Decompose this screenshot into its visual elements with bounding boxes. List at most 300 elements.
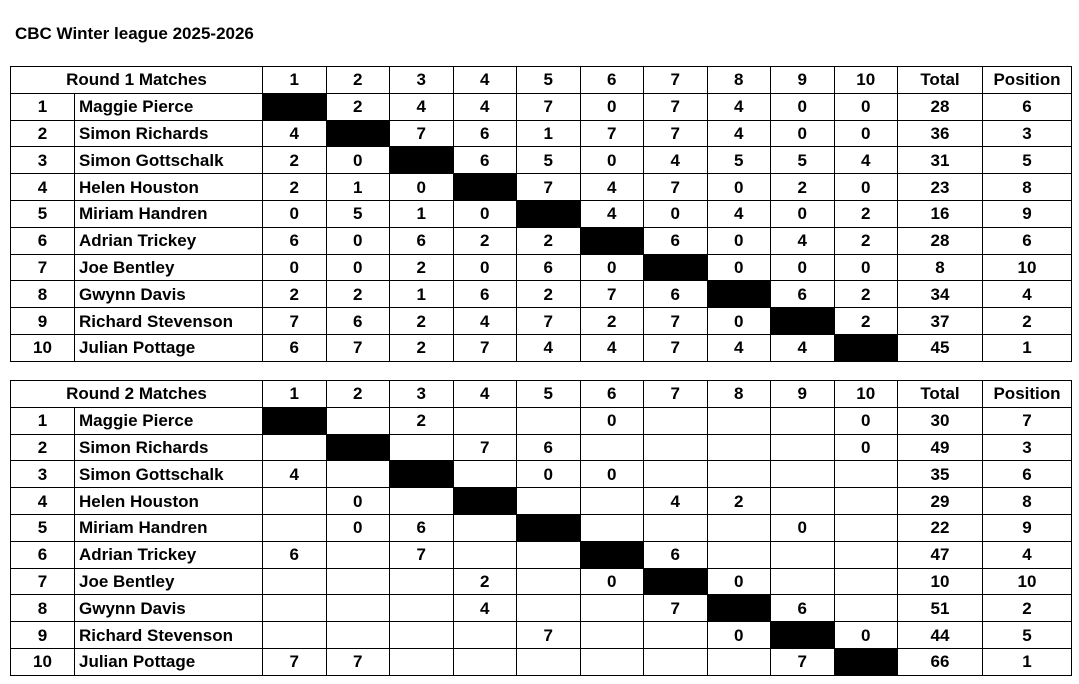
position-cell: 2 [983,595,1072,622]
score-cell: 2 [834,308,898,335]
score-cell [390,648,454,675]
score-cell: 2 [707,488,771,515]
score-cell: 2 [834,227,898,254]
score-cell: 7 [263,648,327,675]
score-cell: 0 [390,174,454,201]
score-cell [326,568,390,595]
score-cell: 0 [834,407,898,434]
score-cell [707,648,771,675]
score-cell: 0 [580,147,644,174]
score-cell [580,595,644,622]
score-cell [517,488,581,515]
score-cell: 4 [644,147,708,174]
score-cell [644,514,708,541]
position-cell: 3 [983,434,1072,461]
table-row [11,514,1072,541]
table-row [11,595,1072,622]
score-cell [326,622,390,649]
score-cell: 7 [326,334,390,361]
score-cell [517,595,581,622]
score-cell: 0 [453,254,517,281]
total-cell: 47 [898,541,983,568]
self-match-blackout [644,568,708,595]
total-cell: 22 [898,514,983,541]
column-header: 2 [326,67,390,94]
player-name: Adrian Trickey [75,541,263,568]
total-cell: 28 [898,227,983,254]
score-cell: 0 [771,93,835,120]
self-match-blackout [771,622,835,649]
score-cell: 0 [834,434,898,461]
score-cell [834,514,898,541]
score-cell: 7 [517,93,581,120]
score-cell: 4 [707,93,771,120]
position-cell: 6 [983,227,1072,254]
score-cell: 4 [580,334,644,361]
score-cell: 4 [453,595,517,622]
score-cell: 0 [834,93,898,120]
total-cell: 16 [898,200,983,227]
score-cell [644,434,708,461]
score-cell: 2 [580,308,644,335]
score-cell [453,407,517,434]
score-cell: 4 [517,334,581,361]
score-cell [390,568,454,595]
column-header: 4 [453,67,517,94]
score-cell: 0 [771,254,835,281]
score-cell [517,541,581,568]
player-name: Richard Stevenson [75,308,263,335]
self-match-blackout [644,254,708,281]
column-header: 7 [644,381,708,408]
self-match-blackout [517,514,581,541]
score-cell [707,541,771,568]
score-cell [707,407,771,434]
self-match-blackout [263,407,327,434]
total-header: Total [898,67,983,94]
position-cell: 7 [983,407,1072,434]
player-number: 1 [11,407,75,434]
score-cell: 4 [453,93,517,120]
score-cell [707,434,771,461]
column-header: 1 [263,67,327,94]
score-cell [263,514,327,541]
table-row [11,461,1072,488]
position-cell: 4 [983,541,1072,568]
column-header: 5 [517,67,581,94]
score-cell: 4 [580,174,644,201]
score-cell: 0 [580,254,644,281]
player-name: Miriam Handren [75,200,263,227]
table-row [11,174,1072,201]
score-cell: 4 [707,334,771,361]
score-cell: 0 [326,254,390,281]
score-cell [390,595,454,622]
score-cell: 7 [644,308,708,335]
score-cell [453,622,517,649]
score-cell: 0 [834,120,898,147]
score-cell: 7 [771,648,835,675]
score-cell: 6 [453,147,517,174]
score-cell [644,622,708,649]
table-row [11,254,1072,281]
column-header: 9 [771,67,835,94]
player-number: 9 [11,308,75,335]
position-cell: 6 [983,461,1072,488]
score-cell: 6 [771,595,835,622]
score-cell [390,488,454,515]
score-cell [644,648,708,675]
total-cell: 37 [898,308,983,335]
self-match-blackout [517,200,581,227]
score-cell: 0 [771,200,835,227]
score-cell: 1 [517,120,581,147]
player-number: 2 [11,434,75,461]
player-number: 5 [11,200,75,227]
total-cell: 29 [898,488,983,515]
score-cell: 7 [517,308,581,335]
player-number: 9 [11,622,75,649]
score-cell: 4 [453,308,517,335]
score-cell: 6 [390,514,454,541]
table-row [11,147,1072,174]
score-cell: 7 [580,120,644,147]
self-match-blackout [453,174,517,201]
score-cell: 6 [453,281,517,308]
round-2-table [10,380,1072,676]
column-header: 5 [517,381,581,408]
score-cell: 6 [263,334,327,361]
self-match-blackout [834,334,898,361]
total-cell: 28 [898,93,983,120]
total-cell: 44 [898,622,983,649]
score-cell [644,461,708,488]
position-cell: 9 [983,514,1072,541]
score-cell [580,648,644,675]
player-name: Gwynn Davis [75,595,263,622]
score-cell: 2 [390,254,454,281]
score-cell: 2 [517,281,581,308]
position-header: Position [983,381,1072,408]
score-cell: 0 [580,407,644,434]
score-cell: 6 [517,434,581,461]
score-cell [517,568,581,595]
table-row [11,434,1072,461]
table-row [11,334,1072,361]
score-cell [263,595,327,622]
score-cell [453,514,517,541]
position-cell: 10 [983,254,1072,281]
score-cell: 5 [517,147,581,174]
column-header: 9 [771,381,835,408]
score-cell: 7 [263,308,327,335]
position-cell: 3 [983,120,1072,147]
score-cell [580,488,644,515]
score-cell: 7 [580,281,644,308]
player-number: 6 [11,227,75,254]
player-name: Gwynn Davis [75,281,263,308]
score-cell: 2 [834,200,898,227]
score-cell [453,461,517,488]
score-cell: 2 [390,308,454,335]
score-cell [580,514,644,541]
self-match-blackout [326,434,390,461]
score-cell: 0 [263,254,327,281]
score-cell: 2 [390,407,454,434]
table-row [11,227,1072,254]
score-cell: 0 [771,514,835,541]
score-cell: 0 [707,227,771,254]
score-cell: 6 [771,281,835,308]
score-cell: 0 [580,461,644,488]
player-name: Joe Bentley [75,568,263,595]
score-cell: 0 [326,514,390,541]
position-cell: 6 [983,93,1072,120]
player-number: 8 [11,281,75,308]
score-cell: 4 [834,147,898,174]
score-cell [326,407,390,434]
score-cell: 0 [707,622,771,649]
score-cell [707,514,771,541]
score-cell: 7 [390,120,454,147]
score-cell: 2 [453,227,517,254]
table-row [11,622,1072,649]
score-cell: 0 [834,254,898,281]
column-header: 4 [453,381,517,408]
column-header: 10 [834,381,898,408]
score-cell: 6 [644,227,708,254]
score-cell [834,461,898,488]
score-cell: 7 [644,93,708,120]
player-name: Helen Houston [75,488,263,515]
score-cell: 0 [707,254,771,281]
player-number: 1 [11,93,75,120]
player-name: Richard Stevenson [75,622,263,649]
score-cell: 4 [771,227,835,254]
player-number: 2 [11,120,75,147]
self-match-blackout [453,488,517,515]
round-label: Round 2 Matches [11,381,263,408]
total-cell: 66 [898,648,983,675]
score-cell [580,434,644,461]
self-match-blackout [263,93,327,120]
total-cell: 10 [898,568,983,595]
position-cell: 8 [983,174,1072,201]
score-cell: 7 [644,174,708,201]
score-cell: 0 [771,120,835,147]
score-cell: 7 [390,541,454,568]
total-cell: 49 [898,434,983,461]
column-header: 8 [707,381,771,408]
score-cell: 4 [707,200,771,227]
score-cell: 4 [644,488,708,515]
score-cell [326,541,390,568]
score-cell: 6 [263,227,327,254]
position-header: Position [983,67,1072,94]
position-cell: 5 [983,622,1072,649]
self-match-blackout [326,120,390,147]
score-cell: 0 [707,174,771,201]
header-row [11,67,1072,94]
score-cell: 5 [326,200,390,227]
player-number: 4 [11,488,75,515]
score-cell [771,488,835,515]
score-cell [771,407,835,434]
score-cell [453,541,517,568]
score-cell: 7 [644,334,708,361]
score-cell [644,407,708,434]
score-cell: 0 [707,568,771,595]
position-cell: 1 [983,334,1072,361]
player-number: 5 [11,514,75,541]
player-number: 7 [11,568,75,595]
score-cell: 2 [771,174,835,201]
player-name: Maggie Pierce [75,407,263,434]
player-number: 6 [11,541,75,568]
self-match-blackout [834,648,898,675]
score-cell: 7 [517,622,581,649]
table-row [11,120,1072,147]
table-row [11,200,1072,227]
round-label: Round 1 Matches [11,67,263,94]
score-cell: 4 [771,334,835,361]
total-cell: 8 [898,254,983,281]
score-cell: 4 [390,93,454,120]
score-cell: 2 [326,281,390,308]
self-match-blackout [771,308,835,335]
score-cell: 7 [453,334,517,361]
self-match-blackout [390,461,454,488]
score-cell: 0 [834,622,898,649]
position-cell: 4 [983,281,1072,308]
self-match-blackout [707,281,771,308]
score-cell: 0 [263,200,327,227]
player-number: 3 [11,461,75,488]
player-name: Julian Pottage [75,648,263,675]
total-cell: 23 [898,174,983,201]
player-number: 4 [11,174,75,201]
table-row [11,541,1072,568]
score-cell [263,488,327,515]
score-cell [771,568,835,595]
column-header: 2 [326,381,390,408]
table-row [11,568,1072,595]
score-cell: 1 [326,174,390,201]
score-cell: 4 [263,120,327,147]
score-cell: 0 [834,174,898,201]
player-name: Miriam Handren [75,514,263,541]
score-cell: 0 [580,568,644,595]
player-name: Simon Gottschalk [75,147,263,174]
score-cell: 2 [263,147,327,174]
player-name: Joe Bentley [75,254,263,281]
column-header: 3 [390,381,454,408]
score-cell [834,541,898,568]
score-cell: 6 [390,227,454,254]
player-number: 10 [11,334,75,361]
score-cell: 1 [390,281,454,308]
player-name: Simon Richards [75,120,263,147]
score-cell [326,595,390,622]
score-cell: 6 [263,541,327,568]
score-cell [326,461,390,488]
player-number: 8 [11,595,75,622]
score-cell: 2 [453,568,517,595]
score-cell: 0 [326,488,390,515]
score-cell [834,595,898,622]
score-cell [263,434,327,461]
score-cell [390,434,454,461]
score-cell: 7 [326,648,390,675]
position-cell: 9 [983,200,1072,227]
score-cell: 2 [390,334,454,361]
position-cell: 10 [983,568,1072,595]
total-cell: 51 [898,595,983,622]
score-cell [580,622,644,649]
player-name: Simon Richards [75,434,263,461]
self-match-blackout [390,147,454,174]
score-cell [390,622,454,649]
table-row [11,407,1072,434]
score-cell: 2 [834,281,898,308]
score-cell [263,622,327,649]
score-cell [517,648,581,675]
column-header: 6 [580,67,644,94]
score-cell: 7 [644,120,708,147]
score-cell [453,648,517,675]
score-cell: 6 [517,254,581,281]
player-name: Adrian Trickey [75,227,263,254]
score-cell: 7 [517,174,581,201]
score-cell: 1 [390,200,454,227]
table-row [11,648,1072,675]
score-cell: 6 [326,308,390,335]
score-cell: 0 [326,147,390,174]
total-cell: 34 [898,281,983,308]
position-cell: 8 [983,488,1072,515]
score-cell: 4 [707,120,771,147]
score-cell [834,568,898,595]
total-cell: 36 [898,120,983,147]
score-cell: 0 [326,227,390,254]
score-cell [771,461,835,488]
column-header: 6 [580,381,644,408]
player-name: Maggie Pierce [75,93,263,120]
column-header: 8 [707,67,771,94]
score-cell: 0 [580,93,644,120]
score-cell: 5 [707,147,771,174]
score-cell: 0 [707,308,771,335]
score-cell: 7 [644,595,708,622]
player-number: 7 [11,254,75,281]
self-match-blackout [580,227,644,254]
column-header: 7 [644,67,708,94]
position-cell: 2 [983,308,1072,335]
score-cell: 0 [517,461,581,488]
score-cell [517,407,581,434]
total-header: Total [898,381,983,408]
score-cell: 5 [771,147,835,174]
total-cell: 30 [898,407,983,434]
total-cell: 35 [898,461,983,488]
self-match-blackout [580,541,644,568]
column-header: 10 [834,67,898,94]
score-cell: 0 [644,200,708,227]
score-cell: 7 [453,434,517,461]
score-cell: 4 [580,200,644,227]
score-cell: 6 [644,281,708,308]
round-1-table [10,66,1072,362]
